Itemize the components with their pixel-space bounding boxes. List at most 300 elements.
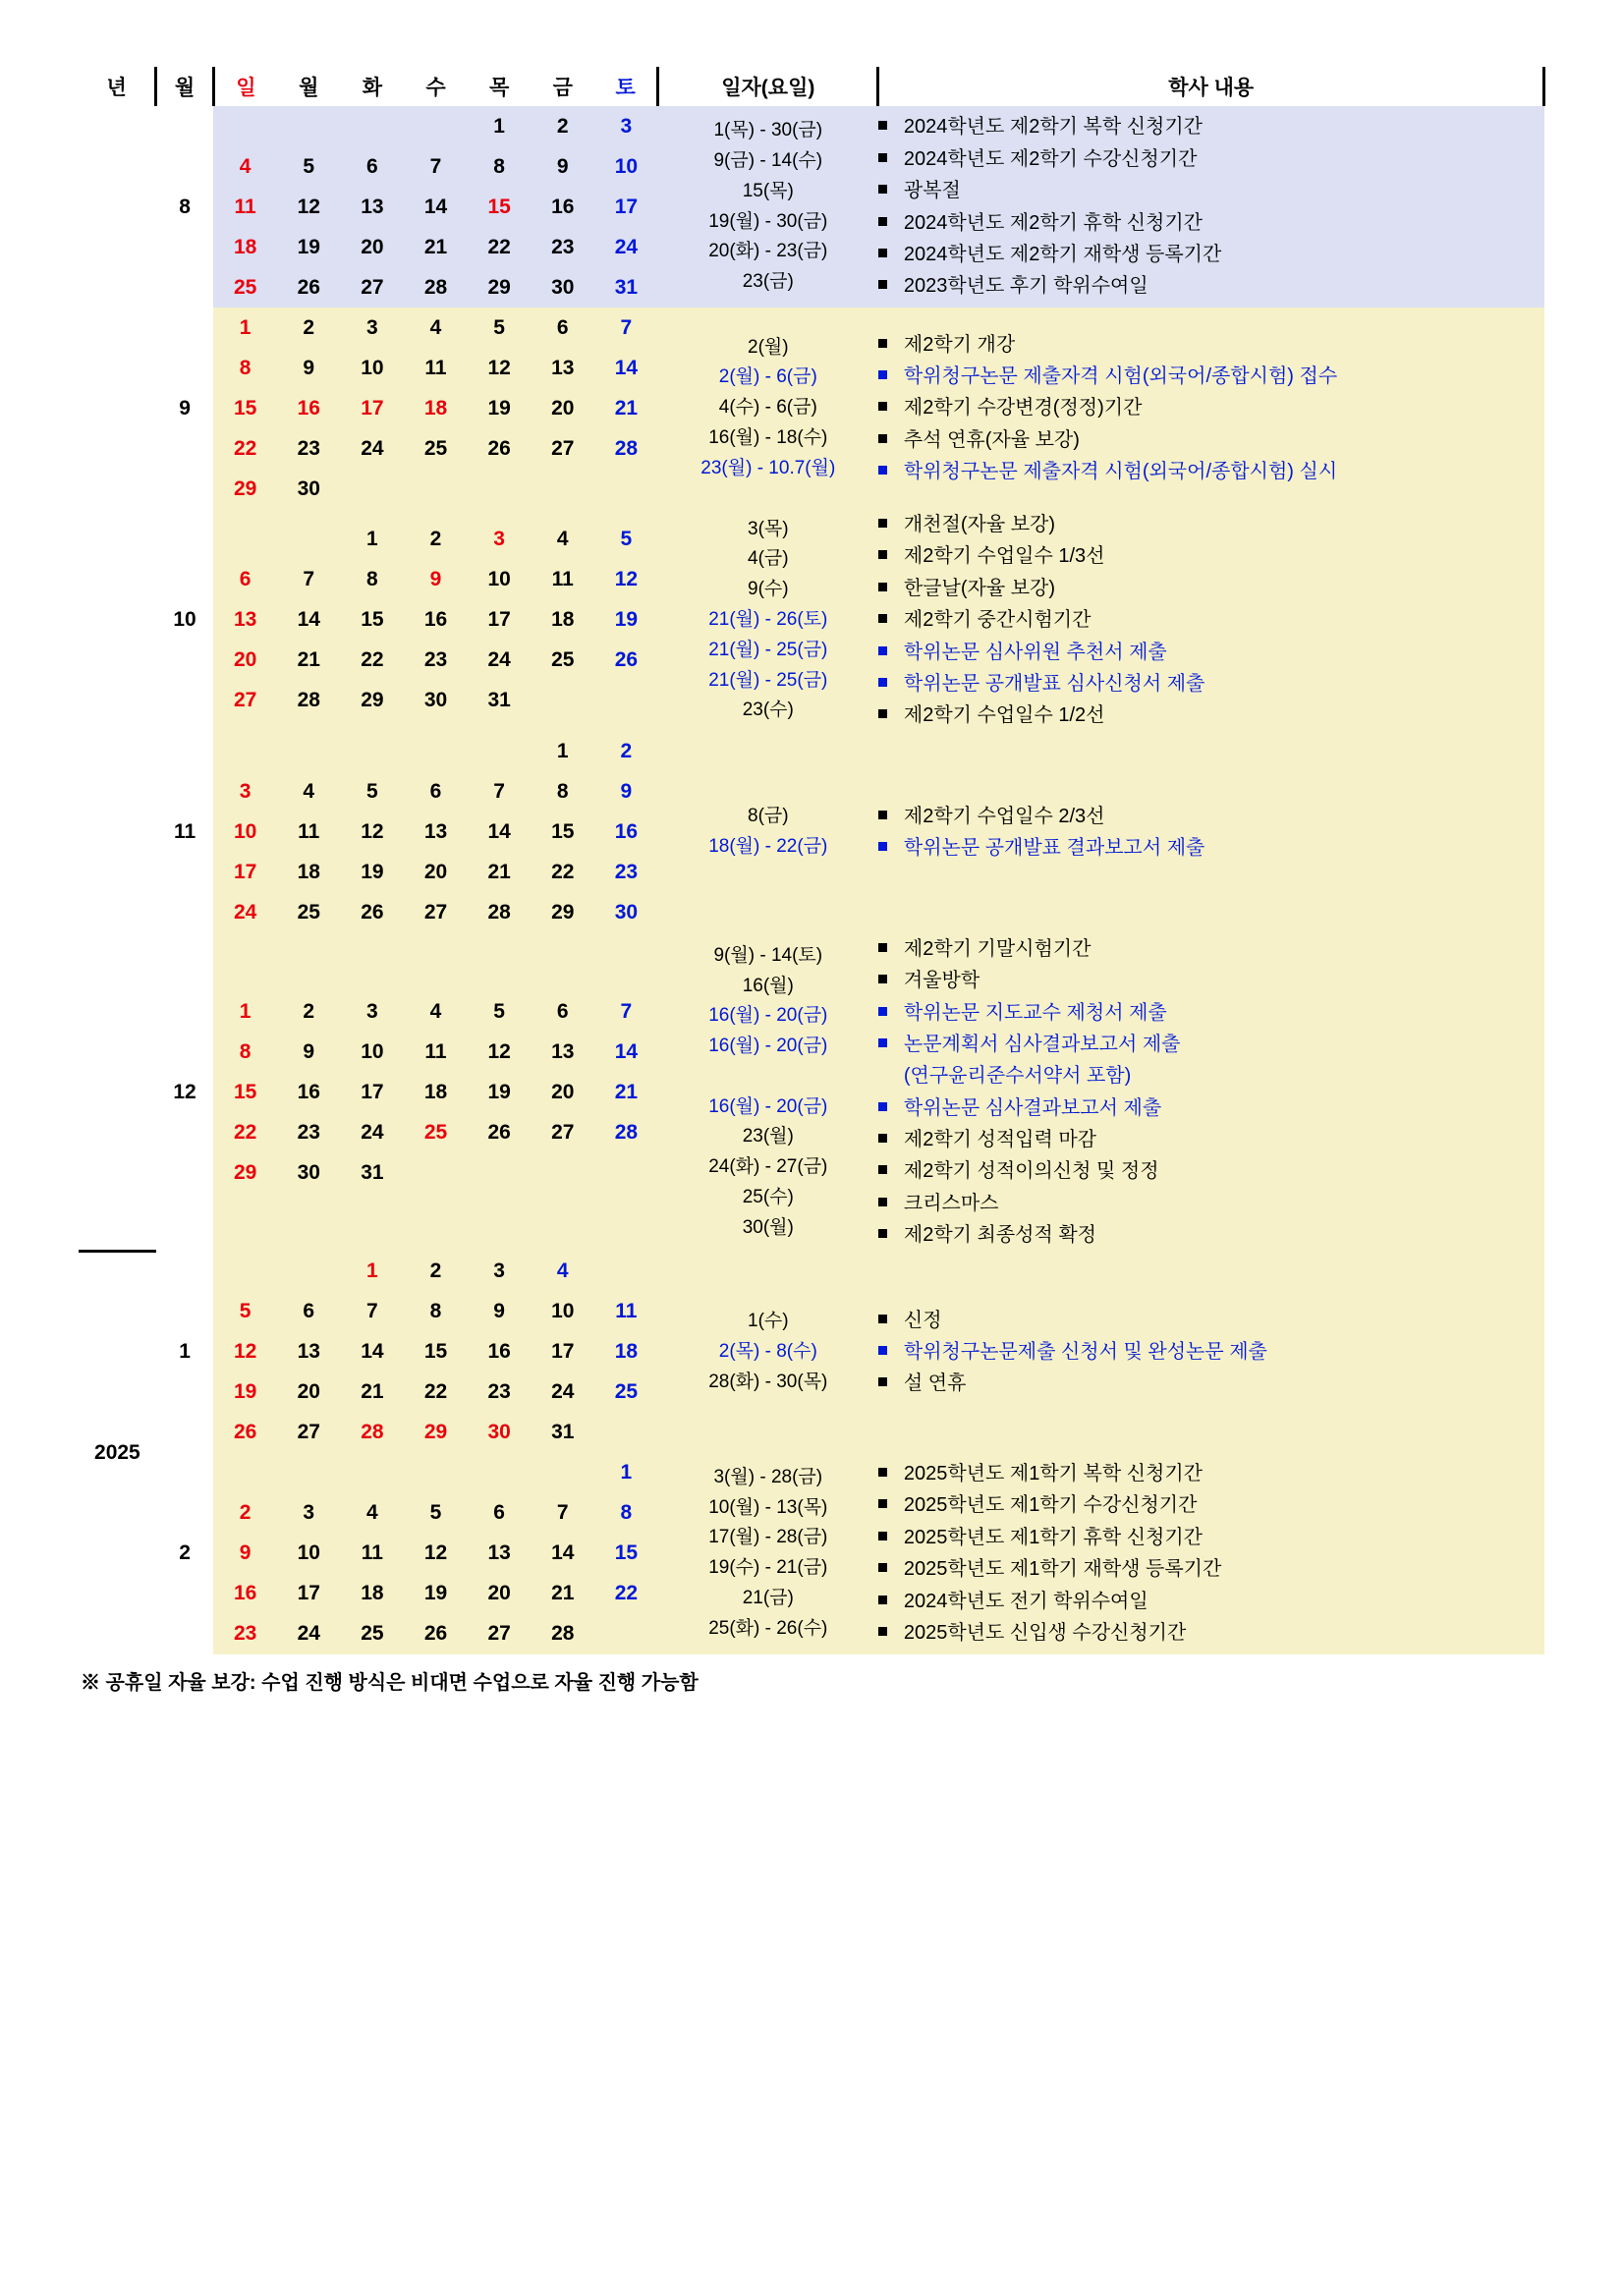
day-cell-empty [341, 469, 405, 509]
day-cell: 25 [297, 901, 320, 924]
day-cell: 9 [556, 154, 569, 178]
day-cell: 25 [614, 1380, 639, 1404]
date-entry: 25(수) [742, 1186, 794, 1207]
day-cell: 19 [614, 608, 639, 632]
square-bullet-icon [878, 1346, 887, 1355]
day-cell-empty [341, 106, 405, 146]
content-item [878, 1489, 1544, 1521]
month-row [79, 1252, 1544, 1453]
content-item-label: 제2학기 기말시험기간 [903, 937, 1092, 960]
date-entry: 20(화) - 23(금) [708, 241, 828, 262]
day-cell: 3 [493, 528, 505, 551]
day-cell: 2 [303, 999, 315, 1023]
day-cell: 28 [423, 275, 448, 299]
content-list-cell [878, 1252, 1544, 1453]
week-row [213, 600, 657, 641]
content-item-continuation: (연구윤리준수서약서 포함) [903, 1065, 1132, 1088]
day-cell: 29 [423, 1421, 448, 1444]
day-cell: 14 [614, 1039, 639, 1063]
day-cell: 20 [423, 861, 448, 884]
content-item-label: 2024학년도 제2학기 수강신청기간 [903, 147, 1198, 170]
day-cell: 26 [361, 901, 384, 924]
day-cell: 16 [233, 1582, 257, 1605]
month-row [79, 732, 1544, 933]
content-item-label: 광복절 [903, 180, 961, 202]
content-item-label: 학위논문 공개발표 심사신청서 제출 [903, 672, 1205, 695]
day-cell: 19 [297, 235, 320, 258]
day-cell: 26 [487, 1120, 511, 1144]
day-cell: 12 [487, 1039, 511, 1063]
week-row [213, 1072, 657, 1112]
content-item [878, 270, 1544, 302]
day-cell-empty [531, 681, 594, 721]
content-item [878, 1368, 1544, 1399]
date-entry: 4(수) - 6(금) [718, 397, 817, 419]
square-bullet-icon [878, 402, 887, 411]
square-bullet-icon [878, 339, 887, 348]
content-item [878, 175, 1544, 206]
content-item-label: 학위논문 심사위원 추천서 제출 [903, 641, 1167, 663]
week-row [213, 1372, 657, 1413]
day-cell: 24 [233, 901, 257, 924]
content-item-label: 제2학기 성적입력 마감 [903, 1129, 1096, 1151]
date-entry: 16(월) - 20(금) [708, 1095, 828, 1117]
content-item [878, 933, 1544, 965]
day-cell: 1 [366, 1260, 378, 1283]
header-weekday-mon: 월 [277, 67, 341, 106]
week-row [213, 560, 657, 600]
day-cell: 18 [361, 1582, 384, 1605]
week-row [213, 641, 657, 681]
day-cell: 14 [297, 608, 320, 632]
day-cell: 19 [487, 396, 511, 420]
square-bullet-icon [878, 678, 887, 687]
date-entry: 16(월) [742, 975, 794, 996]
day-cell: 14 [551, 1541, 575, 1565]
day-cell-empty [404, 732, 468, 772]
month-label: 11 [156, 732, 214, 933]
content-item-label: 개천절(자율 보강) [903, 514, 1055, 535]
day-cell: 3 [366, 999, 378, 1023]
day-cell-empty [404, 469, 468, 509]
day-cell-empty [277, 106, 341, 146]
content-item-label: 2025학년도 제1학기 재학생 등록기간 [903, 1558, 1222, 1581]
date-list-cell [658, 1252, 878, 1453]
header-month: 월 [156, 67, 214, 106]
day-cell: 15 [614, 1541, 639, 1565]
day-cell: 13 [361, 195, 384, 218]
square-bullet-icon [878, 1229, 887, 1238]
day-cell: 3 [493, 1260, 505, 1283]
square-bullet-icon [878, 646, 887, 655]
day-cell: 9 [429, 568, 442, 591]
day-cell: 16 [423, 608, 448, 632]
day-cell: 3 [620, 114, 633, 138]
content-item [878, 832, 1544, 864]
square-bullet-icon [878, 1198, 887, 1206]
week-row [213, 1332, 657, 1372]
month-row [79, 1453, 1544, 1654]
square-bullet-icon [878, 185, 887, 194]
day-cell: 8 [620, 1501, 633, 1525]
year-label: 2025 [79, 1252, 156, 1654]
header-weekday-wed: 수 [404, 67, 468, 106]
day-cell: 30 [614, 901, 639, 924]
day-cell-empty [213, 1252, 277, 1292]
square-bullet-icon [878, 370, 887, 379]
day-cell: 18 [233, 235, 257, 258]
day-cell: 16 [297, 396, 320, 420]
date-entry: 3(목) [748, 518, 789, 539]
week-row [213, 772, 657, 812]
week-row [213, 853, 657, 893]
day-cell: 28 [361, 1421, 384, 1444]
week-row [213, 1574, 657, 1614]
month-day-grid [213, 933, 657, 1252]
day-cell: 30 [297, 476, 320, 500]
content-item [878, 801, 1544, 832]
day-cell-empty [594, 1252, 658, 1292]
square-bullet-icon [878, 153, 887, 162]
day-cell: 30 [551, 275, 575, 299]
content-item-label: 겨울방학 [903, 970, 980, 992]
day-cell: 2 [429, 528, 442, 551]
day-cell: 24 [487, 648, 511, 672]
day-cell-empty [404, 1453, 468, 1493]
day-cell: 4 [556, 1260, 569, 1283]
content-item-label: 학위청구논문제출 신청서 및 완성논문 제출 [903, 1340, 1267, 1363]
day-cell: 9 [493, 1300, 505, 1323]
date-entry: 18(월) - 22(금) [708, 836, 828, 858]
date-list-cell [658, 732, 878, 933]
day-cell: 4 [366, 1501, 378, 1525]
day-cell: 23 [487, 1380, 511, 1404]
square-bullet-icon [878, 1007, 887, 1016]
content-item [878, 1029, 1544, 1092]
day-cell: 8 [239, 1039, 252, 1063]
date-entry: 10(월) - 13(목) [708, 1496, 828, 1518]
week-row [213, 187, 657, 227]
square-bullet-icon [878, 614, 887, 623]
day-cell: 19 [487, 1080, 511, 1103]
day-cell: 7 [620, 999, 633, 1023]
day-cell-empty [468, 1453, 532, 1493]
week-row [213, 812, 657, 853]
day-cell: 13 [297, 1340, 320, 1364]
day-cell: 27 [551, 1120, 575, 1144]
day-cell: 18 [551, 608, 575, 632]
header-year: 년 [79, 67, 156, 106]
day-cell: 7 [556, 1501, 569, 1525]
content-item [878, 637, 1544, 668]
date-entry: 9(수) [748, 579, 789, 600]
day-cell: 20 [297, 1380, 320, 1404]
day-cell: 5 [239, 1300, 252, 1323]
day-cell: 11 [298, 820, 320, 844]
week-row [213, 1534, 657, 1574]
week-row [213, 267, 657, 308]
content-item [878, 456, 1544, 487]
date-entry: 21(월) - 25(금) [708, 639, 828, 660]
week-row [213, 348, 657, 388]
date-entry: 21(월) - 26(토) [708, 608, 828, 630]
day-cell: 26 [614, 648, 639, 672]
day-cell: 10 [361, 356, 384, 379]
date-list-cell [658, 1453, 878, 1654]
square-bullet-icon [878, 842, 887, 851]
day-cell: 4 [239, 154, 252, 178]
day-cell: 20 [551, 1080, 575, 1103]
month-label: 12 [156, 933, 214, 1252]
month-label: 8 [156, 106, 214, 308]
content-list-cell [878, 933, 1544, 1252]
day-cell: 28 [614, 436, 639, 460]
day-cell: 2 [239, 1501, 252, 1525]
content-item-label: 2025학년도 제1학기 복학 신청기간 [903, 1462, 1203, 1484]
square-bullet-icon [878, 1563, 887, 1572]
day-cell: 3 [239, 780, 252, 804]
content-item-label: 2024학년도 전기 학위수여일 [903, 1590, 1148, 1612]
day-cell: 10 [614, 154, 639, 178]
day-cell: 23 [614, 861, 639, 884]
date-entry: 8(금) [748, 806, 789, 827]
content-item [878, 1219, 1544, 1251]
day-cell: 10 [361, 1039, 384, 1063]
month-row [79, 509, 1544, 732]
square-bullet-icon [878, 975, 887, 983]
day-cell: 10 [233, 820, 257, 844]
day-cell: 21 [614, 1080, 639, 1103]
day-cell: 22 [551, 861, 575, 884]
month-day-grid [213, 509, 657, 732]
content-item [878, 573, 1544, 604]
day-cell: 1 [493, 114, 505, 138]
square-bullet-icon [878, 1596, 887, 1604]
day-cell: 28 [297, 689, 320, 712]
day-cell: 2 [429, 1260, 442, 1283]
day-cell: 6 [429, 780, 442, 804]
day-cell: 23 [297, 436, 320, 460]
day-cell: 8 [429, 1300, 442, 1323]
day-cell: 22 [423, 1380, 448, 1404]
day-cell: 29 [233, 1160, 257, 1184]
content-item-label: 논문계획서 심사결과보고서 제출 [903, 1033, 1181, 1055]
day-cell: 1 [239, 315, 252, 339]
day-cell: 9 [239, 1541, 252, 1565]
month-day-grid [213, 1252, 657, 1453]
day-cell: 18 [614, 1340, 639, 1364]
square-bullet-icon [878, 249, 887, 257]
month-day-grid [213, 106, 657, 308]
day-cell: 3 [366, 315, 378, 339]
content-item-label: 2025학년도 신입생 수강신청기간 [903, 1621, 1187, 1644]
content-item [878, 1188, 1544, 1219]
content-item-label: 추석 연휴(자율 보강) [903, 428, 1080, 451]
day-cell: 21 [614, 396, 639, 420]
content-item-label: 한글날(자율 보강) [903, 577, 1055, 599]
day-cell: 13 [551, 1039, 575, 1063]
date-entry: 25(화) - 26(수) [708, 1617, 828, 1639]
date-entry: 9(금) - 14(수) [713, 149, 823, 171]
content-item [878, 604, 1544, 636]
date-entry: 19(월) - 30(금) [708, 210, 828, 232]
content-list-cell [878, 732, 1544, 933]
day-cell: 7 [620, 315, 633, 339]
day-cell: 6 [493, 1501, 505, 1525]
day-cell: 8 [493, 154, 505, 178]
day-cell: 27 [551, 436, 575, 460]
month-label: 9 [156, 308, 214, 509]
content-item [878, 143, 1544, 175]
date-entry: 21(월) - 25(금) [708, 669, 828, 691]
date-list-cell [658, 509, 878, 732]
week-row [213, 227, 657, 267]
day-cell: 22 [233, 436, 257, 460]
day-cell: 12 [614, 568, 639, 591]
week-row [213, 106, 657, 146]
day-cell: 9 [303, 356, 315, 379]
day-cell-empty [341, 1453, 405, 1493]
day-cell: 21 [551, 1582, 575, 1605]
day-cell: 22 [361, 648, 384, 672]
square-bullet-icon [878, 1627, 887, 1636]
day-cell: 30 [297, 1160, 320, 1184]
day-cell: 28 [614, 1120, 639, 1144]
day-cell-empty [277, 1252, 341, 1292]
content-list-cell [878, 308, 1544, 509]
day-cell: 25 [551, 648, 575, 672]
content-item-label: 제2학기 성적이의신청 및 정정 [903, 1160, 1159, 1183]
day-cell: 31 [551, 1421, 575, 1444]
square-bullet-icon [878, 466, 887, 475]
week-row [213, 681, 657, 721]
day-cell: 1 [620, 1461, 633, 1484]
square-bullet-icon [878, 1377, 887, 1386]
day-cell: 26 [487, 436, 511, 460]
day-cell: 21 [297, 648, 320, 672]
day-cell: 12 [297, 195, 320, 218]
content-item [878, 361, 1544, 392]
day-cell-empty [277, 1453, 341, 1493]
date-entry: 1(수) [748, 1310, 789, 1331]
day-cell-empty [404, 1152, 468, 1193]
day-cell: 4 [556, 528, 569, 551]
content-item [878, 509, 1544, 540]
content-item-label: 제2학기 중간시험기간 [903, 609, 1092, 632]
day-cell: 12 [487, 356, 511, 379]
day-cell: 16 [487, 1340, 511, 1364]
day-cell: 1 [366, 528, 378, 551]
day-cell: 15 [551, 820, 575, 844]
day-cell: 4 [429, 999, 442, 1023]
square-bullet-icon [878, 943, 887, 952]
week-row [213, 1032, 657, 1072]
content-item [878, 239, 1544, 270]
date-list-cell [658, 308, 878, 509]
header-content-column: 학사 내용 [878, 67, 1544, 106]
content-item-label: 2024학년도 제2학기 재학생 등록기간 [903, 243, 1222, 265]
day-cell-empty [468, 469, 532, 509]
day-cell: 4 [429, 315, 442, 339]
day-cell: 6 [239, 568, 252, 591]
day-cell: 20 [361, 235, 384, 258]
day-cell-empty [213, 520, 277, 560]
day-cell: 20 [487, 1582, 511, 1605]
month-label: 10 [156, 509, 214, 732]
month-row [79, 308, 1544, 509]
day-cell: 26 [423, 1622, 448, 1646]
day-cell: 12 [233, 1340, 257, 1364]
day-cell: 17 [233, 861, 257, 884]
content-item [878, 424, 1544, 456]
day-cell: 8 [239, 356, 252, 379]
content-item-label: 학위논문 지도교수 제청서 제출 [903, 1001, 1167, 1024]
day-cell-empty [531, 469, 594, 509]
day-cell: 28 [487, 901, 511, 924]
date-entry: 16(월) - 18(수) [708, 426, 828, 448]
day-cell: 28 [551, 1622, 575, 1646]
day-cell: 23 [551, 235, 575, 258]
day-cell: 15 [233, 396, 257, 420]
content-item [878, 1155, 1544, 1187]
content-item-label: 2024학년도 제2학기 복학 신청기간 [903, 116, 1203, 139]
day-cell: 15 [423, 1340, 448, 1364]
day-cell: 2 [556, 114, 569, 138]
day-cell: 13 [233, 608, 257, 632]
square-bullet-icon [878, 1165, 887, 1174]
content-item-label: 제2학기 수업일수 2/3선 [903, 805, 1105, 827]
week-row [213, 1413, 657, 1453]
header-weekday-sun: 일 [213, 67, 277, 106]
week-row [213, 1453, 657, 1493]
content-item-label: 학위청구논문 제출자격 시험(외국어/종합시험) 실시 [903, 461, 1338, 483]
week-row [213, 1614, 657, 1654]
month-day-grid [213, 1453, 657, 1654]
day-cell-empty [277, 520, 341, 560]
day-cell: 1 [239, 999, 252, 1023]
day-cell: 17 [551, 1340, 575, 1364]
content-item [878, 1336, 1544, 1368]
day-cell: 27 [297, 1421, 320, 1444]
date-entry: 16(월) - 20(금) [708, 1036, 828, 1057]
day-cell-empty [594, 1614, 658, 1654]
date-entry: 16(월) - 20(금) [708, 1005, 828, 1027]
day-cell-empty [277, 732, 341, 772]
day-cell-empty [531, 1453, 594, 1493]
square-bullet-icon [878, 1468, 887, 1477]
date-entry: 19(수) - 21(금) [708, 1557, 828, 1579]
day-cell: 11 [424, 1039, 447, 1063]
week-row [213, 428, 657, 469]
day-cell: 4 [303, 780, 315, 804]
month-label: 2 [156, 1453, 214, 1654]
day-cell: 19 [361, 861, 384, 884]
date-entry: 21(금) [742, 1587, 794, 1608]
day-cell: 30 [487, 1421, 511, 1444]
date-entry: 15(목) [742, 180, 794, 201]
content-item-label: 제2학기 최종성적 확정 [903, 1224, 1096, 1247]
day-cell-empty [468, 1152, 532, 1193]
day-cell-empty [404, 106, 468, 146]
content-item [878, 1092, 1544, 1124]
day-cell-empty [213, 732, 277, 772]
academic-calendar-table [79, 67, 1545, 1654]
content-item [878, 540, 1544, 572]
day-cell: 5 [493, 999, 505, 1023]
day-cell: 15 [361, 608, 384, 632]
content-item [878, 1586, 1544, 1617]
day-cell: 15 [487, 195, 511, 218]
